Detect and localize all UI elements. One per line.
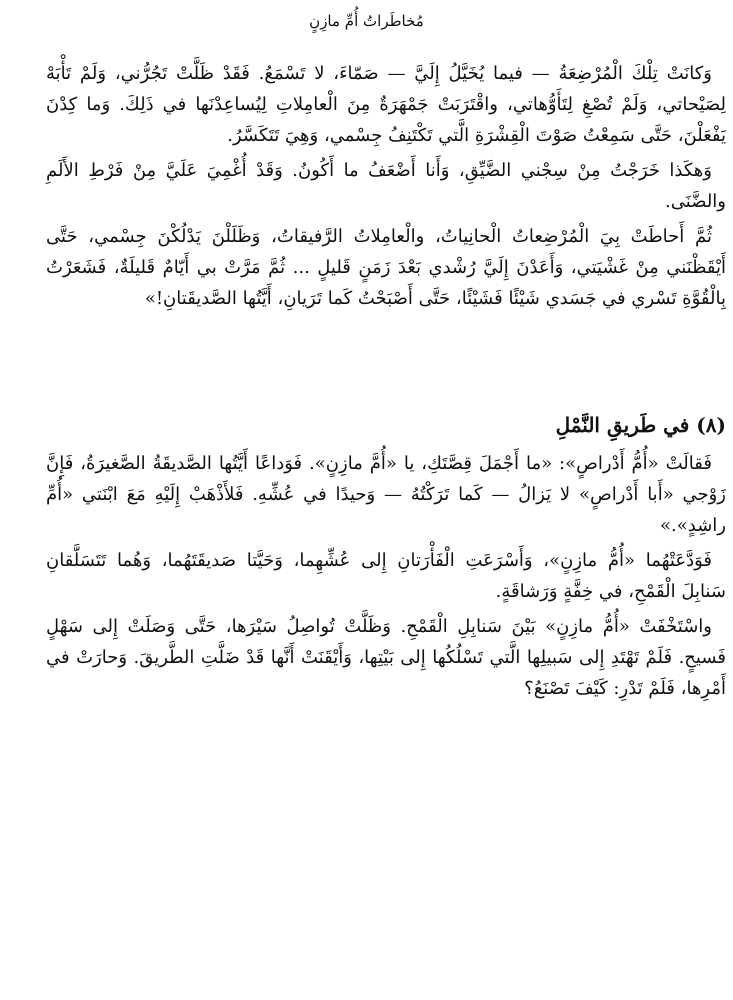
paragraph: واسْتَخْفَتْ «أُمُّ مازِنٍ» بَيْنَ سَنابِلِ الْقَمْحِ. وَظَلَّتْ تُواصِلُ سَيْرَها، حَتَّى وَصَلَتْ إِلى سَهْلٍ فَسيحٍ. فَلَمْ تَهْتَدِ إِلى سَبيلِها الَّتي تَسْلُكُها إِلى بَيْتِها، وَأَيْقَنَتْ أَنَّها قَدْ ضَلَّتِ الطَّريقَ. وَحارَتْ في أَمْرِها، فَلَمْ تَدْرِ: كَيْفَ تَصْنَعُ؟ — [46, 616, 726, 699]
running-title: مُخاطَراتُ أُمِّ مازِنٍ — [309, 12, 424, 30]
paragraph: وَكانَتْ تِلْكَ الْمُرْضِعَةُ — فيما يُخَيَّلُ إِلَيَّ — صَمّاءَ، لا تَسْمَعُ. فَقَدْ ظَلَّتْ تَجُرُّني، وَلَمْ تَأْبَهْ لِصَيْحاتي، وَلَمْ تُصْغِ لِتَأَوُّهاتي، واقْتَرَبَتْ جَمْهَرَةٌ مِنَ الْعامِلاتِ لِيُساعِدْنَها في ذَلِكَ. وَما كِدْنَ يَفْعَلْنَ، حَتَّى سَمِعْتُ صَوْتَ الْقِشْرَةِ الَّتي تَكْتَنِفُ جِسْمي، وَهِيَ تَتَكَسَّرُ. — [46, 63, 726, 146]
paragraph: ثُمَّ أَحاطَتْ بِيَ الْمُرْضِعاتُ الْحانِياتُ، والْعامِلاتُ الرَّفيقاتُ، وَظَلَلْنَ يَدْلُكْنَ جِسْمي، حَتَّى أَيْقَظْنَني مِنْ غَشْيَتي، وَأَعَدْنَ إِلَيَّ رُشْدي بَعْدَ زَمَنٍ قَليلٍ ... ثُمَّ مَرَّتْ بي أَيّامٌ قَليلَةٌ، فَشَعَرْتُ بِالْقُوَّةِ تَسْري في جَسَدي شَيْئًا فَشَيْئًا، حَتَّى أَصْبَحْتُ كَما تَرَيانِ، أَيَّتُها الصَّديقَتانِ!» — [46, 226, 726, 309]
paragraph: فَقالَتْ «أُمُّ أَدْراصٍ»: «ما أَجْمَلَ قِصَّتَكِ، يا «أُمَّ مازِنٍ». فَوَداعًا أَيَّتُها الصَّديقَةُ الصَّغيرَةُ، فَإِنَّ زَوْجي «أَبا أَدْراصٍ» لا يَزالُ — كَما تَرَكْتُهُ — وَحيدًا في عُشِّهِ. فَلأَذْهَبْ إِلَيْهِ مَعَ ابْنَتي «أُمِّ راشِدٍ».» — [46, 453, 726, 536]
section-heading: (٨) في طَريقِ النَّمْلِ — [555, 412, 726, 437]
section-one-body — [46, 58, 726, 314]
paragraph: فَوَدَّعَتْهُما «أُمُّ مازِنٍ»، وَأَسْرَعَتِ الْفَأْرَتانِ إِلى عُشِّهِما، وَحَيَّتا صَديقَتَهُما، وَهُما تَتَسَلَّقانِ سَنابِلَ الْقَمْحِ، في خِفَّةٍ وَرَشاقَةٍ. — [46, 550, 726, 602]
section-two-body — [46, 448, 726, 704]
paragraph: وَهكَذا خَرَجْتُ مِنْ سِجْني الضَّيِّقِ، وَأَنا أَضْعَفُ ما أَكُونُ. وَقَدْ أُغْمِيَ عَلَيَّ مِنْ فَرْطِ الأَلَمِ والضَّنَى. — [46, 160, 726, 212]
